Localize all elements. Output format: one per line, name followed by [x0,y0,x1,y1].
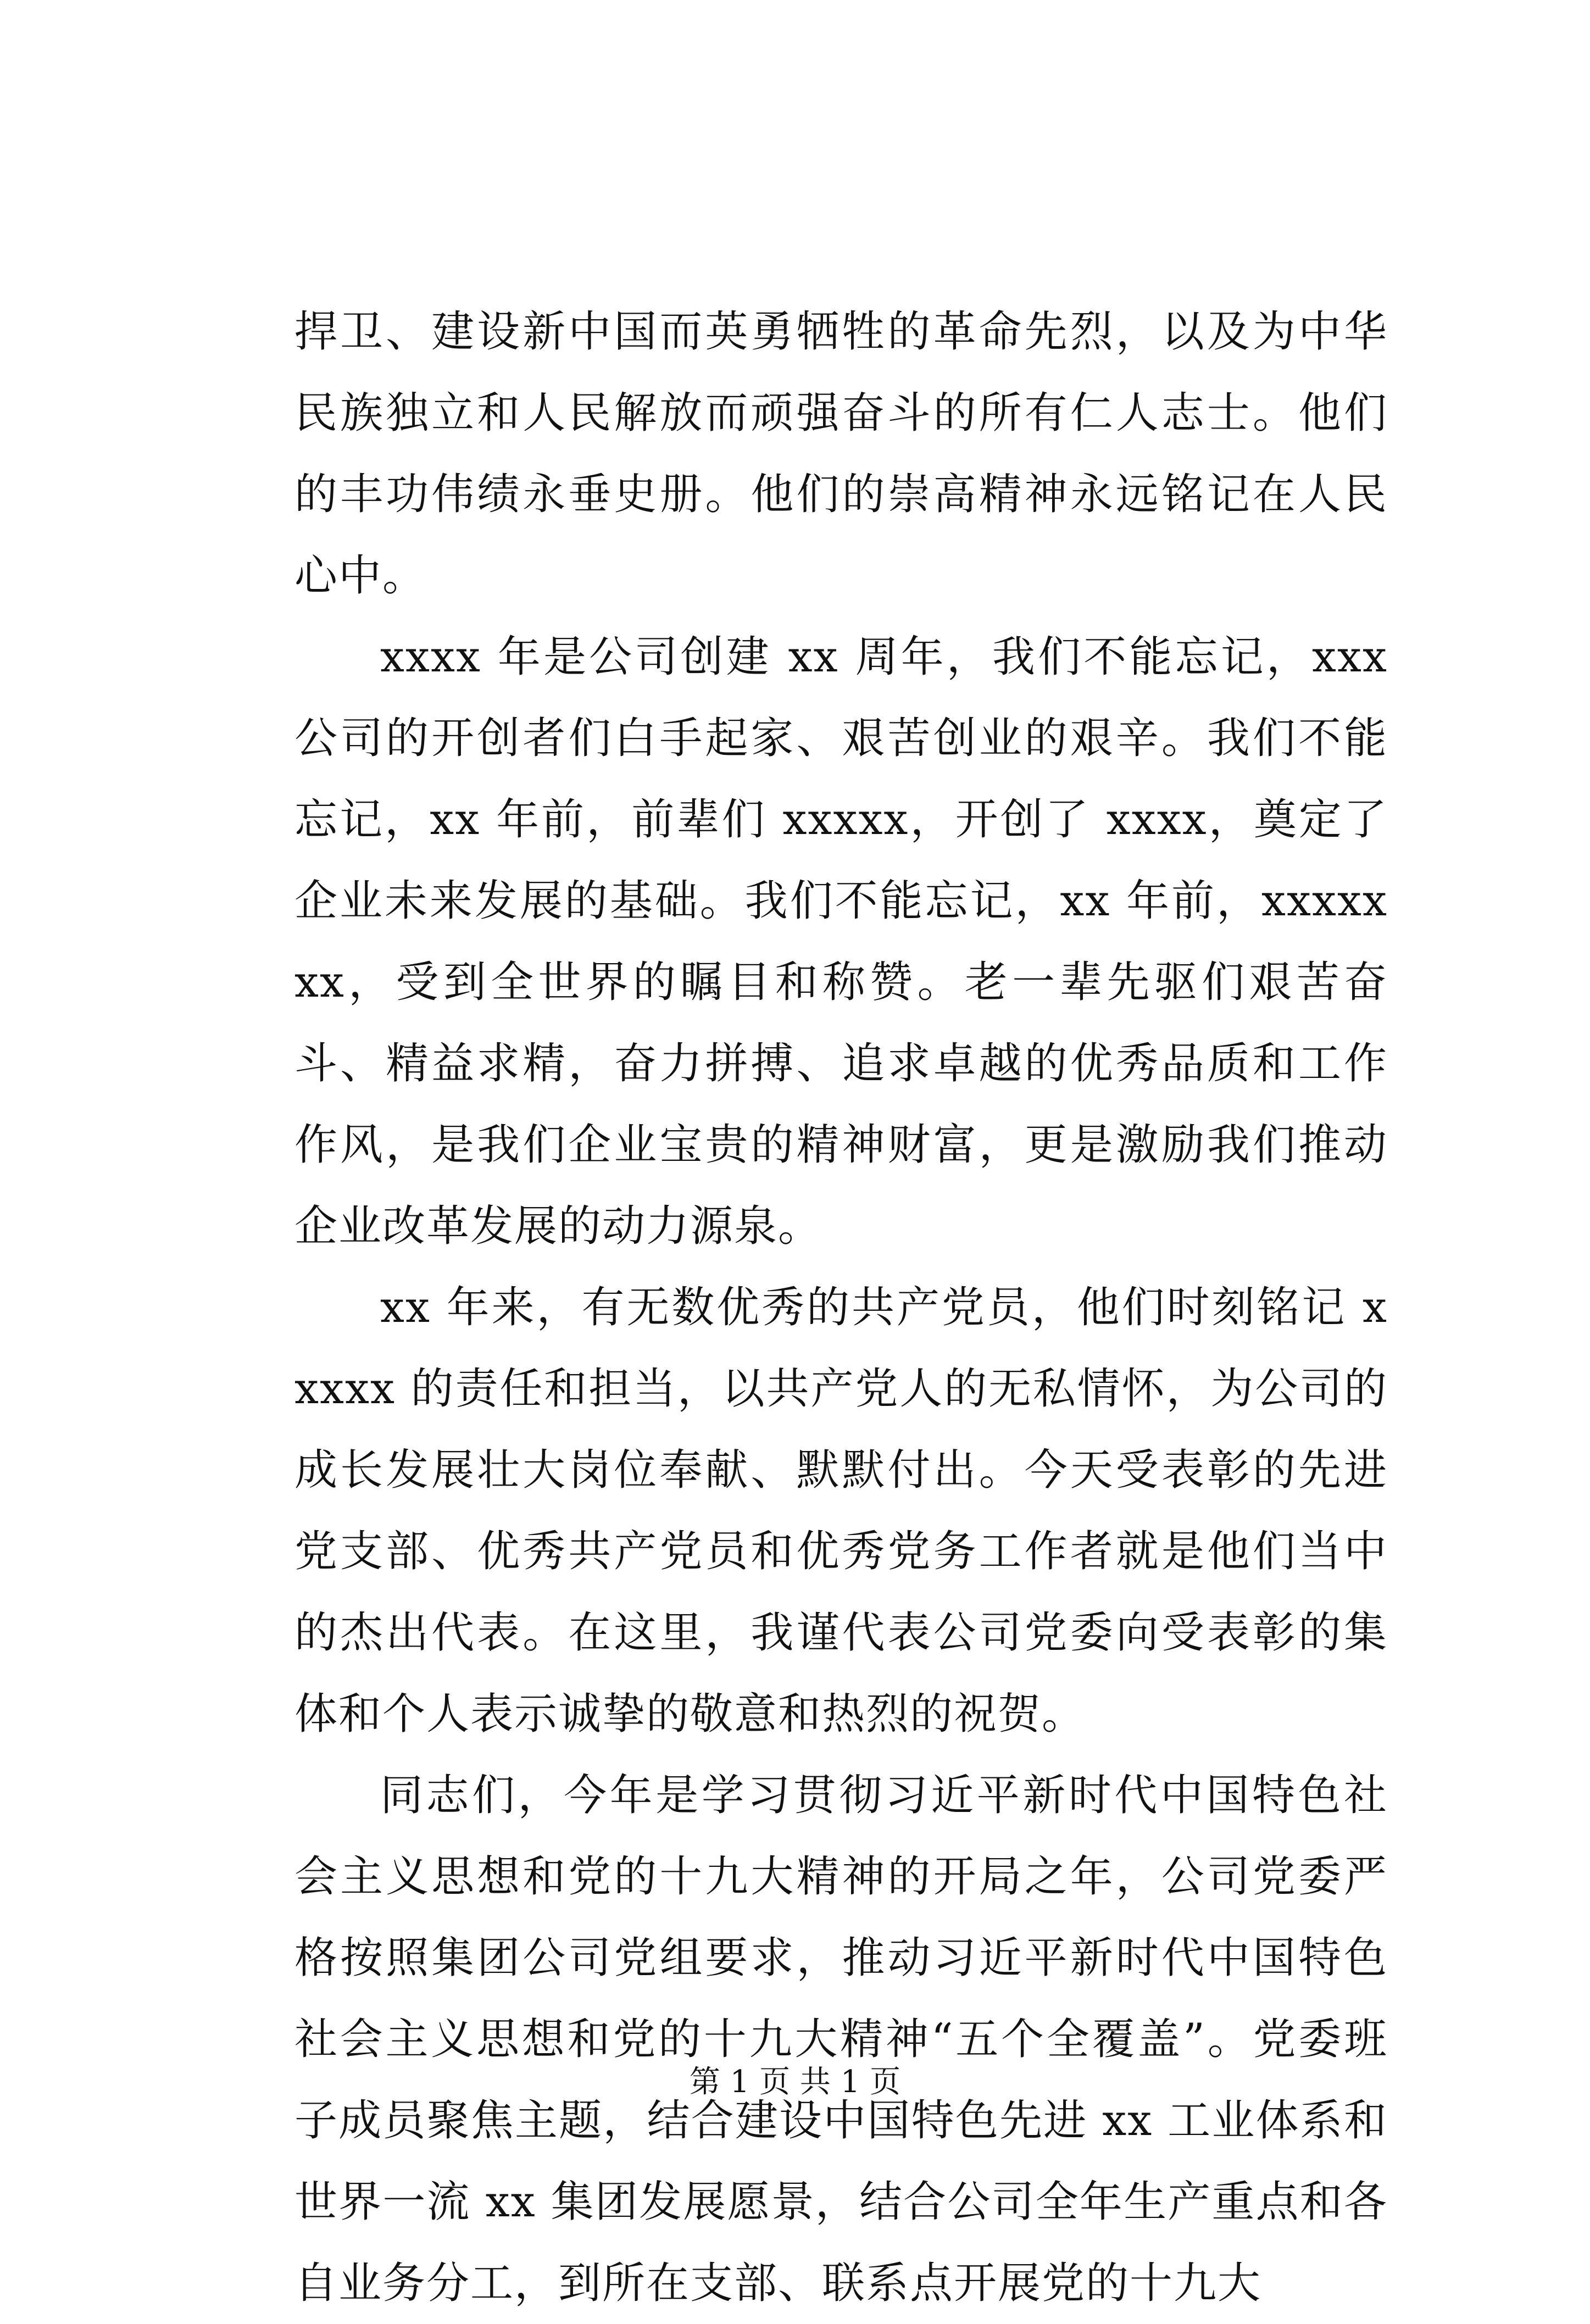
paragraph-party-members: xx 年来，有无数优秀的共产党员，他们时刻铭记 xxxxx 的责任和担当，以共产党人的无私情怀，为公司的成长发展壮大岗位奉献、默默付出。今天受表彰的先进党支部、优秀共产党员和优秀党务工作者就是他们当中的杰出代表。在这里，我谨代表公司党委向受表彰的集体和个人表示诚挚的敬意和热烈的祝贺。 [294,1283,1388,1739]
page-footer: 第 1 页 共 1 页 [689,2064,901,2100]
document-body [294,291,1388,2324]
paragraph-anniversary: xxxx 年是公司创建 xx 周年，我们不能忘记，xxx 公司的开创者们白手起家、艰苦创业的艰辛。我们不能忘记，xx 年前，前辈们 xxxxx，开创了 xxxx，奠定了企业未来发展的基础。我们不能忘记，xx 年前，xxxxxxx，受到全世界的瞩目和称赞。老一辈先驱们艰苦奋斗、精益求精，奋力拼搏、追求卓越的优秀品质和工作作风，是我们企业宝贵的精神财富，更是激励我们推动企业改革发展的动力源泉。 [294,632,1388,1251]
paragraph-continued: 捍卫、建设新中国而英勇牺牲的革命先烈，以及为中华民族独立和人民解放而顽强奋斗的所有仁人志士。他们的丰功伟绩永垂史册。他们的崇高精神永远铭记在人民心中。 [294,307,1388,601]
paragraph-comrades: 同志们，今年是学习贯彻习近平新时代中国特色社会主义思想和党的十九大精神的开局之年，公司党委严格按照集团公司党组要求，推动习近平新时代中国特色社会主义思想和党的十九大精神“五个全覆盖”。党委班子成员聚焦主题，结合建设中国特色先进 xx 工业体系和世界一流 xx 集团发展愿景，结合公司全年生产重点和各自业务分工，到所在支部、联系点开展党的十九大 [294,1771,1388,2308]
